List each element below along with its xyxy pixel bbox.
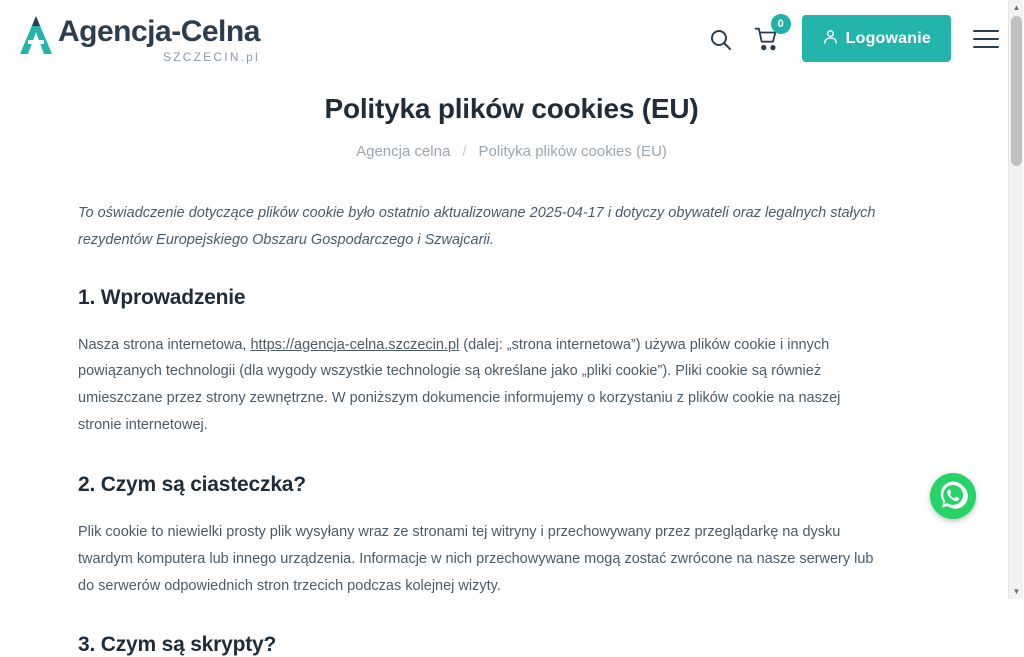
cart-count-badge: 0 — [771, 14, 791, 34]
page-title: Polityka plików cookies (EU) — [324, 93, 699, 124]
section-heading-3: 3. Czym są skrypty? — [78, 633, 277, 657]
burger-line — [973, 46, 999, 48]
scrollbar-down-arrow-icon[interactable]: ▼ — [1012, 587, 1021, 596]
search-icon[interactable] — [708, 27, 732, 51]
scrollbar-up-arrow-icon[interactable]: ▲ — [1012, 3, 1021, 12]
cookie-statement-intro: To oświadczenie dotyczące plików cookie było ostatnio aktualizowane 2025-04-17 i dotyczy obywateli oraz legalnych stałych rezydentów Europejskiego Obszaru Gospodarczego i Szwajcarii. — [78, 205, 876, 248]
section-heading-2: 2. Czym są ciasteczka? — [78, 472, 306, 496]
logo-a-icon — [18, 14, 56, 56]
breadcrumb — [0, 143, 1023, 160]
breadcrumb-item-home[interactable]: Agencja celna — [356, 143, 451, 160]
login-button[interactable] — [802, 15, 951, 62]
header-actions — [708, 15, 1023, 62]
site-header — [0, 0, 1023, 77]
section-paragraph-1 — [78, 332, 883, 439]
logo-main-text: Agencja-Celna — [58, 15, 260, 48]
logo-sub-text: SZCZECIN.pl — [163, 50, 260, 64]
hamburger-menu-icon[interactable] — [973, 30, 999, 48]
login-button-label: Logowanie — [845, 29, 931, 47]
page-header-block — [0, 77, 1023, 160]
section-1-text-after-link: (dalej: „strona internetowa”) używa plików cookie i innych powiązanych technologii (dla wygody wszystkie technologie są określane jako „pliki cookie”). Pliki cookie są również umieszczane przez strony zewnętrzne. W poniższym dokumencie informujemy o korzystaniu z plików cookie na naszej stronie internetowej. — [78, 336, 841, 434]
page-scrollbar[interactable] — [1008, 0, 1023, 599]
breadcrumb-item-current: Polityka plików cookies (EU) — [478, 143, 667, 160]
whatsapp-icon[interactable] — [930, 473, 976, 519]
breadcrumb-separator: / — [462, 143, 467, 160]
site-logo[interactable] — [18, 14, 260, 63]
scrollbar-thumb[interactable] — [1011, 16, 1022, 166]
section-heading-1: 1. Wprowadzenie — [78, 285, 246, 309]
burger-line — [973, 38, 999, 40]
burger-line — [973, 30, 999, 32]
logo-text — [58, 14, 260, 63]
cart-button[interactable] — [754, 17, 784, 52]
user-icon — [822, 28, 839, 50]
section-1-text-before-link: Nasza strona internetowa, — [78, 336, 251, 353]
section-paragraph-2: Plik cookie to niewielki prosty plik wysyłany wraz ze stronami tej witryny i przechowywany przez przeglądarkę na dysku twardym komputera lub innego urządzenia. Informacje w nich przechowywane mogą zostać zwrócone na nasze serwery lub do serwerów odpowiednich stron trzecich podczas kolejnej wizyty. — [78, 523, 874, 594]
website-url-link[interactable]: https://agencja-celna.szczecin.pl — [250, 336, 460, 353]
article-content — [0, 160, 1023, 657]
